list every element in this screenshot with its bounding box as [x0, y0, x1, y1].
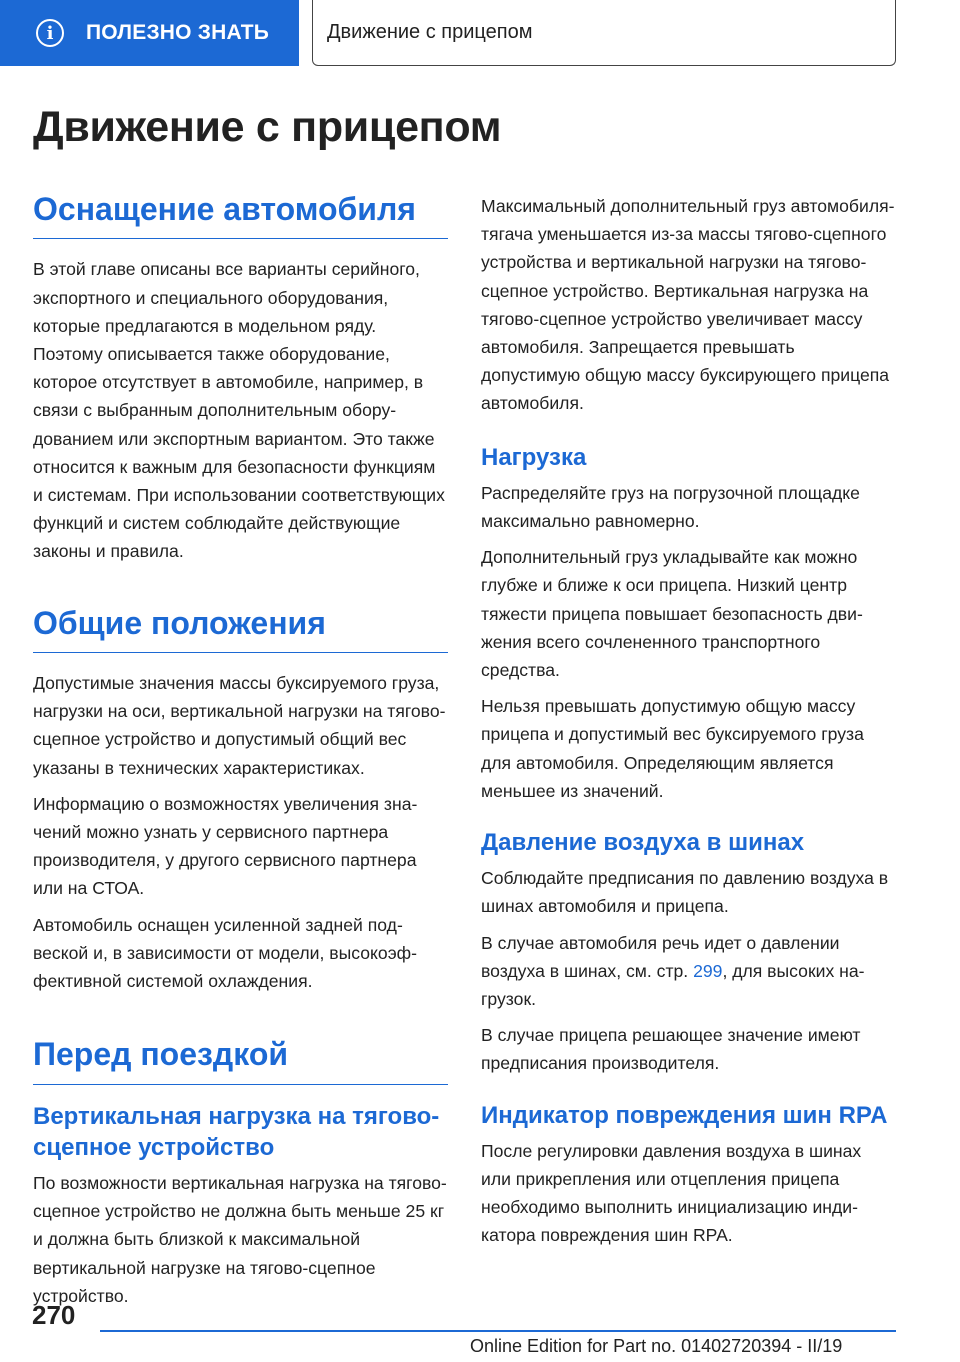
- paragraph: Соблюдайте предписания по давлению воздуха в шинах автомобиля и прицепа.: [481, 868, 889, 917]
- text-span: В случае автомобиля речь идет о давлении воздуха в шинах, см. стр.: [481, 932, 840, 981]
- section-badge[interactable]: [0, 0, 299, 66]
- paragraph: После регулировки давления воздуха в шинах или прикрепления или отцепления прицепа необходимо выполнить инициализацию индикатора повреждения шин RPA.: [481, 1140, 862, 1246]
- footer-edition-text: Online Edition for Part no. 01402720394 - II/19: [470, 1336, 843, 1356]
- subsection-title-vertical-load: Вертикальная нагрузка на тягово-сцепное устройство: [33, 1102, 440, 1161]
- paragraph: В этой главе описаны все варианты серийного, экспортного и специального оборудования, которые предлагаются в модельном ряду. Поэтому описывается также оборудование, которое отсутствует в автомобиле, например, в связи с выбранным дополнительным оборудованием или экспортным вариантом. Это также относится к важным для безопасности функциям и системам. При использовании соответствующих функций и систем соблюдайте действующие законы и правила.: [33, 259, 445, 562]
- right-column: [481, 192, 896, 1258]
- page-header: [0, 0, 960, 66]
- paragraph: Нельзя превышать допустимую общую массу прицепа и допустимый вес буксируемого груза для автомобиля. Определяющим является меньшее из значений.: [481, 696, 864, 801]
- section-title-equipment: Оснащение автомобиля: [33, 190, 448, 239]
- paragraph: Автомобиль оснащен усиленной задней подвеской и, в зависимости от модели, высокоэффективной системой охлаждения.: [33, 914, 418, 992]
- page-title: Движение с прицепом: [33, 103, 502, 151]
- paragraph: По возможности вертикальная нагрузка на тягово-сцепное устройство не должна быть меньше 25 кг и должна быть близкой к максимальной вертикальной нагрузке на тягово-сцепное устройство.: [33, 1173, 447, 1306]
- footer-divider: [100, 1330, 896, 1332]
- text-span: , для высоких нагрузок.: [481, 960, 865, 1010]
- paragraph: В случае прицепа решающее значение имеют предписания производителя.: [481, 1025, 861, 1074]
- paragraph: Дополнительный груз укладывайте как можно глубже и ближе к оси прицепа. Низкий центр тяжести прицепа повышает безопасность движения всего сочлененного транспортного средства.: [481, 547, 863, 681]
- paragraph: Информацию о возможностях увеличения значений можно узнать у сервисного партнера производителя, у другого сервисного партнера или на СТОА.: [33, 793, 418, 899]
- paragraph: Распределяйте груз на погрузочной площадке максимально равномерно.: [481, 482, 860, 532]
- chapter-tab[interactable]: Движение с прицепом: [312, 0, 896, 66]
- info-icon: i: [36, 19, 64, 47]
- paragraph-tire-pressure-reference: [481, 929, 896, 1014]
- subsection-title-tire-pressure: Давление воздуха в шинах: [481, 829, 805, 857]
- section-title-general: Общие положения: [33, 604, 448, 653]
- paragraph: Допустимые значения массы буксируемого груза, нагрузки на оси, вертикальной нагрузки на тягово-сцепное устройство и допустимый общий вес указаны в технических характеристиках.: [33, 673, 446, 778]
- page-number: 270: [32, 1300, 76, 1330]
- subsection-title-load: Нагрузка: [481, 443, 587, 471]
- paragraph: Максимальный дополнительный груз автомобиля-тягача уменьшается из-за массы тягово-сцепного устройства и вертикальной нагрузки на тягово-сцепное устройство. Вертикальная нагрузка на тягово-сцепное устройство увеличивает массу автомобиля. Запрещается превышать допустимую общую массу буксирующего прицепа автомобиля.: [481, 196, 895, 414]
- section-title-before-driving: Перед поездкой: [33, 1035, 448, 1084]
- left-column: [33, 190, 448, 1318]
- page-reference-link[interactable]: 299: [693, 960, 723, 981]
- section-badge-label: ПОЛЕЗНО ЗНАТЬ: [86, 21, 270, 44]
- subsection-title-rpa: Индикатор повреждения шин RPA: [481, 1101, 888, 1129]
